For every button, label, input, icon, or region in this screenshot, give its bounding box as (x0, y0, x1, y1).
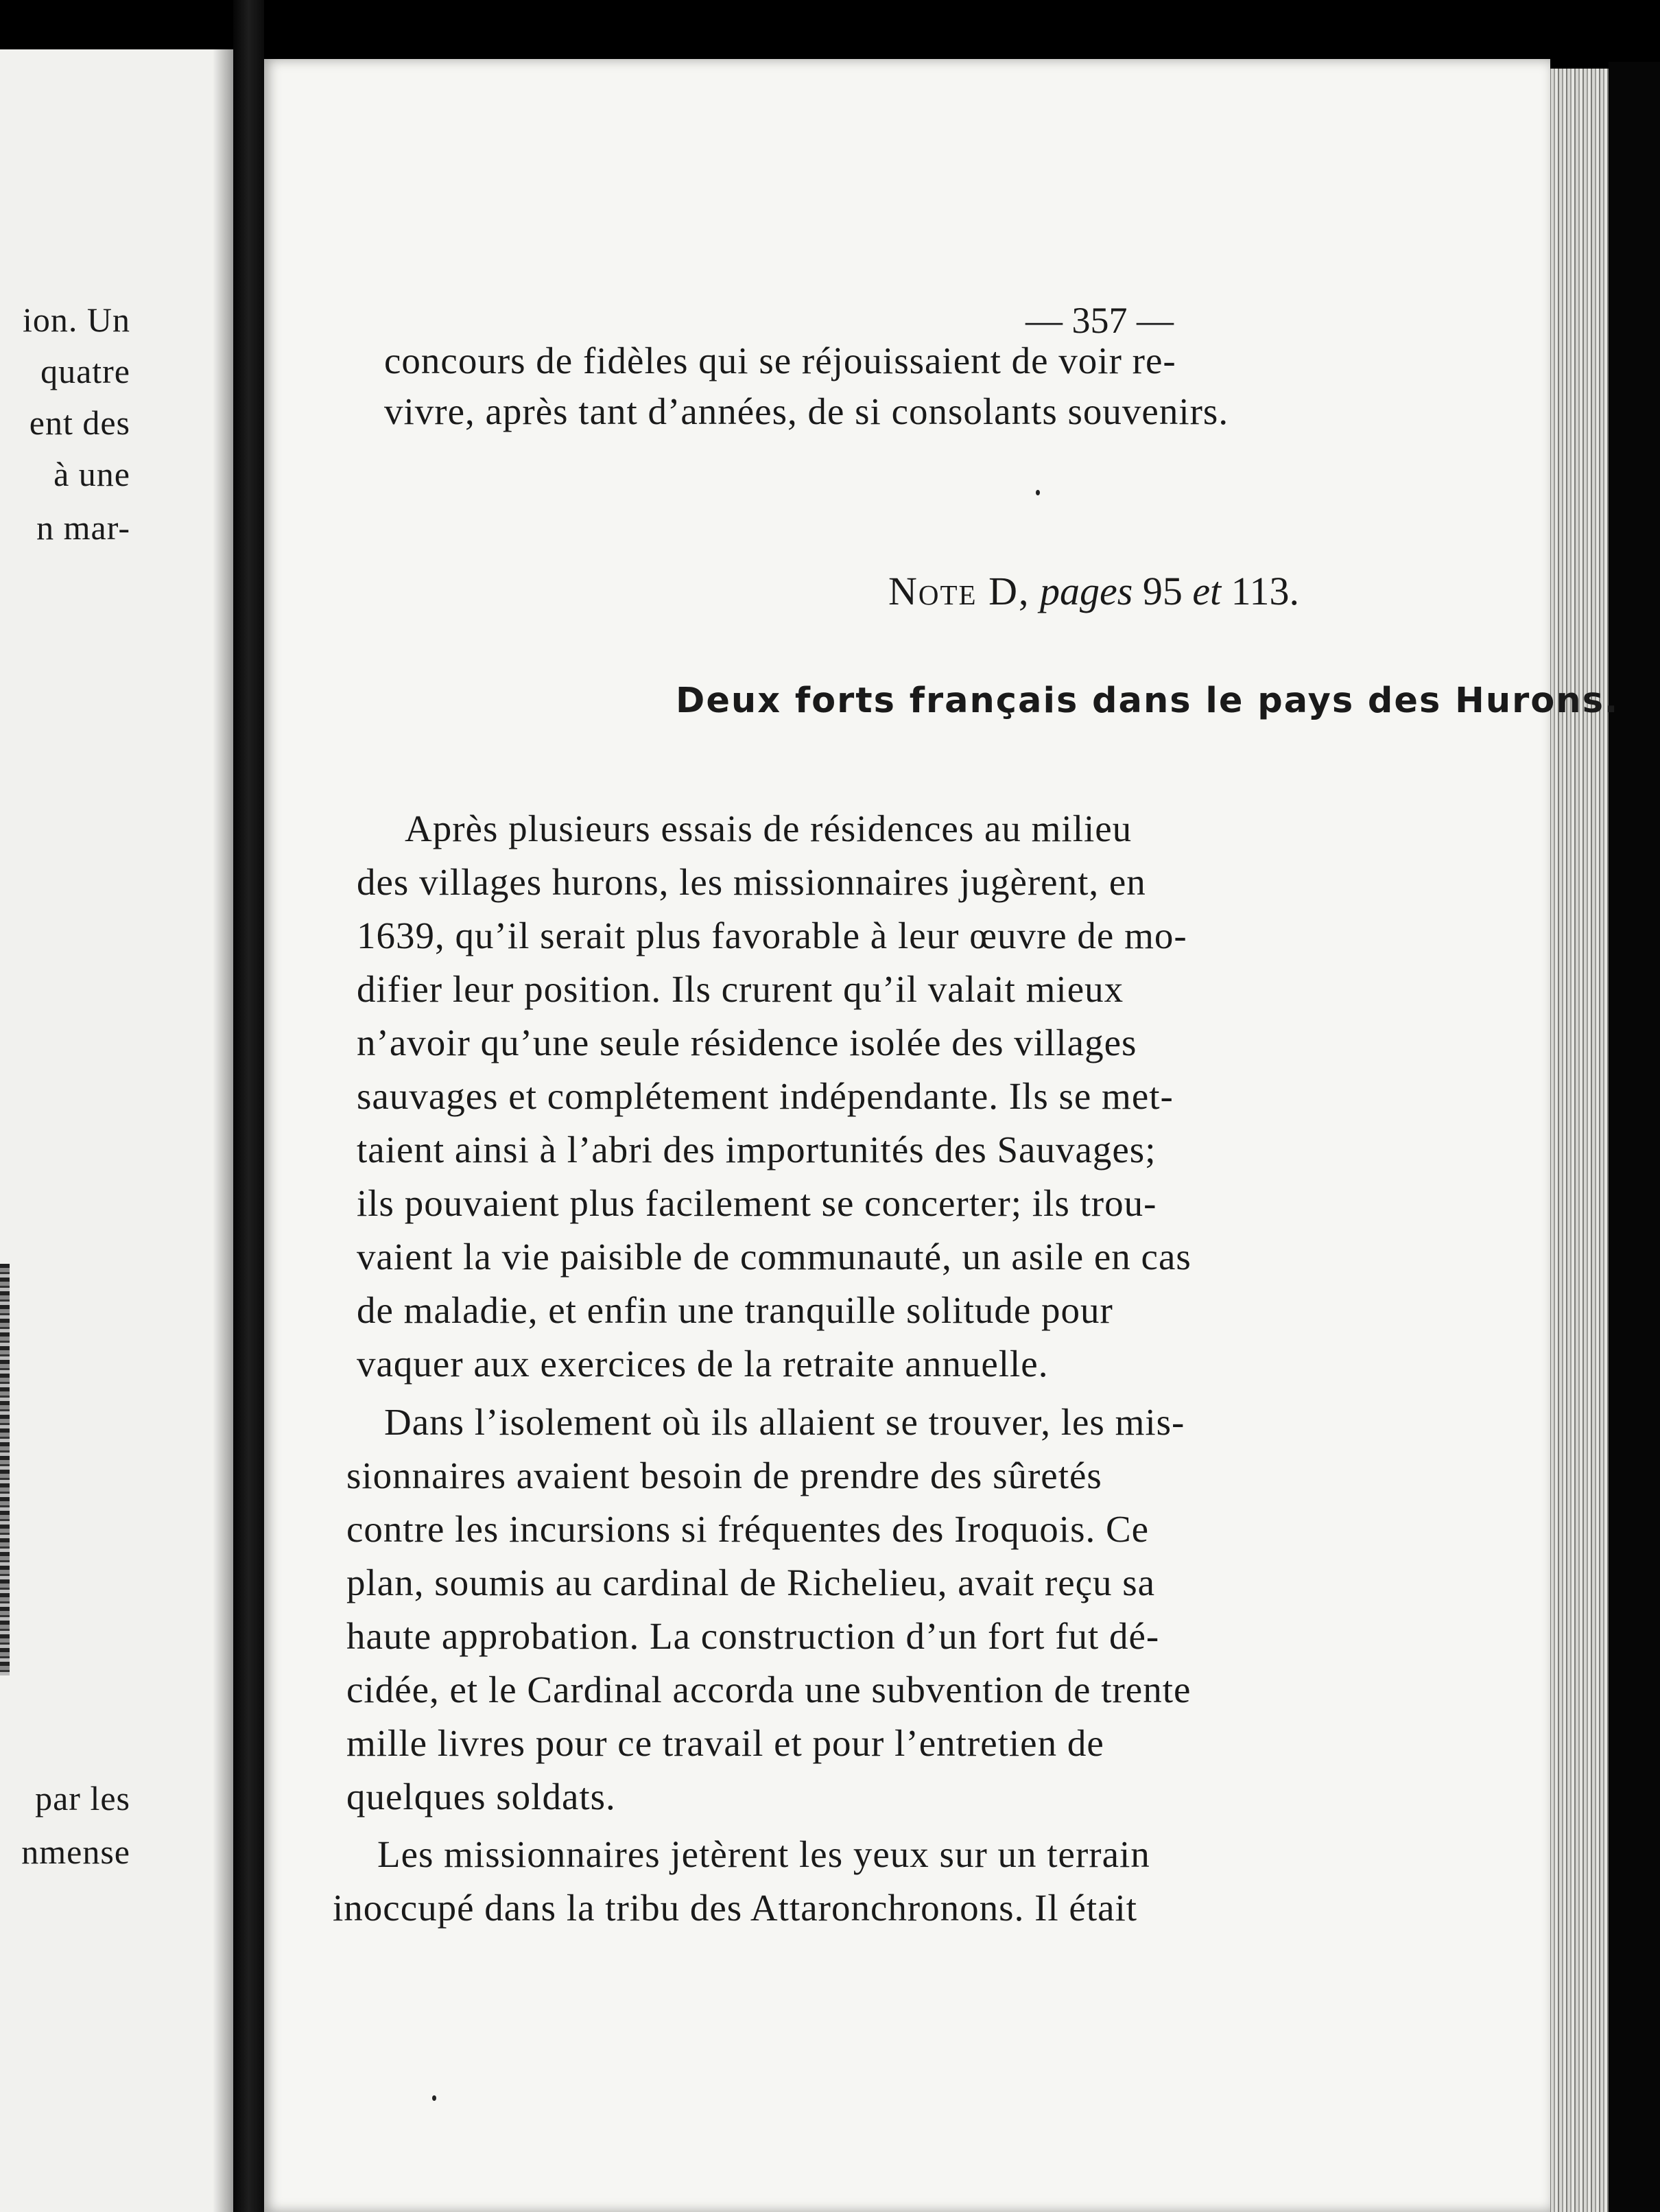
book-gutter (233, 0, 264, 2212)
text-line: des villages hurons, les missionnaires jugèrent, en (357, 861, 1146, 903)
text-line: vaient la vie paisible de communauté, un asile en cas (357, 1236, 1191, 1278)
page-content (264, 59, 1620, 2212)
pages-word: pages (1039, 569, 1133, 613)
left-page-line: n mar- (36, 508, 130, 547)
left-page-line: nmense (21, 1833, 130, 1871)
engraving-fragment (0, 1264, 10, 1675)
text-line: de maladie, et enfin une tranquille solitude pour (357, 1289, 1113, 1331)
left-page-line: à une (54, 455, 130, 493)
text-line: inoccupé dans la tribu des Attaronchronons. Il était (333, 1887, 1138, 1929)
text-line: n’avoir qu’une seule résidence isolée des villages (357, 1022, 1137, 1063)
page-shadow (213, 49, 233, 2212)
left-facing-page (0, 49, 233, 2212)
ink-speck (432, 2095, 436, 2101)
scan-border (1609, 62, 1660, 2212)
text-line: haute approbation. La construction d’un fort fut dé- (346, 1615, 1160, 1657)
text-line: 1639, qu’il serait plus favorable à leur œuvre de mo- (357, 915, 1187, 956)
text-line: sauvages et complétement indépendante. Ils se met- (357, 1075, 1174, 1117)
text-line: difier leur position. Ils crurent qu’il valait mieux (357, 968, 1124, 1010)
right-page (264, 59, 1620, 2212)
text-line: concours de fidèles qui se réjouissaient de voir re- (384, 340, 1176, 381)
text-line: Après plusieurs essais de résidences au milieu (405, 808, 1133, 849)
first-page-ref: 95 (1142, 569, 1183, 613)
section-title: Deux forts français dans le pays des Hurons. (676, 681, 1620, 721)
left-page-line: quatre (40, 352, 130, 390)
ink-speck (1036, 490, 1040, 495)
text-line: vivre, après tant d’années, de si consolants souvenirs. (384, 390, 1229, 432)
text-line: Les missionnaires jetèrent les yeux sur un terrain (377, 1833, 1150, 1875)
text-line: contre les incursions si fréquentes des Iroquois. Ce (346, 1508, 1150, 1550)
text-line: plan, soumis au cardinal de Richelieu, avait reçu sa (346, 1562, 1156, 1603)
page-number: — 357 — (1025, 300, 1174, 341)
text-line: taient ainsi à l’abri des importunités des Sauvages; (357, 1129, 1157, 1170)
left-page-line: ent des (29, 403, 130, 442)
text-line: ils pouvaient plus facilement se concerter; ils trou- (357, 1182, 1157, 1224)
text-line: cidée, et le Cardinal accorda une subvention de trente (346, 1669, 1191, 1710)
text-line: mille livres pour ce travail et pour l’entretien de (346, 1722, 1104, 1764)
et-word: et (1192, 569, 1222, 613)
text-line: sionnaires avaient besoin de prendre des sûretés (346, 1455, 1102, 1496)
left-page-line: ion. Un (23, 301, 130, 339)
note-label: Note D, (888, 569, 1030, 613)
second-page-ref: 113. (1231, 569, 1300, 613)
text-line: vaquer aux exercices de la retraite annuelle. (357, 1343, 1049, 1385)
text-line: Dans l’isolement où ils allaient se trouver, les mis- (384, 1401, 1185, 1443)
text-line: quelques soldats. (346, 1776, 616, 1817)
left-page-line: par les (35, 1779, 130, 1817)
note-heading (888, 568, 1299, 614)
